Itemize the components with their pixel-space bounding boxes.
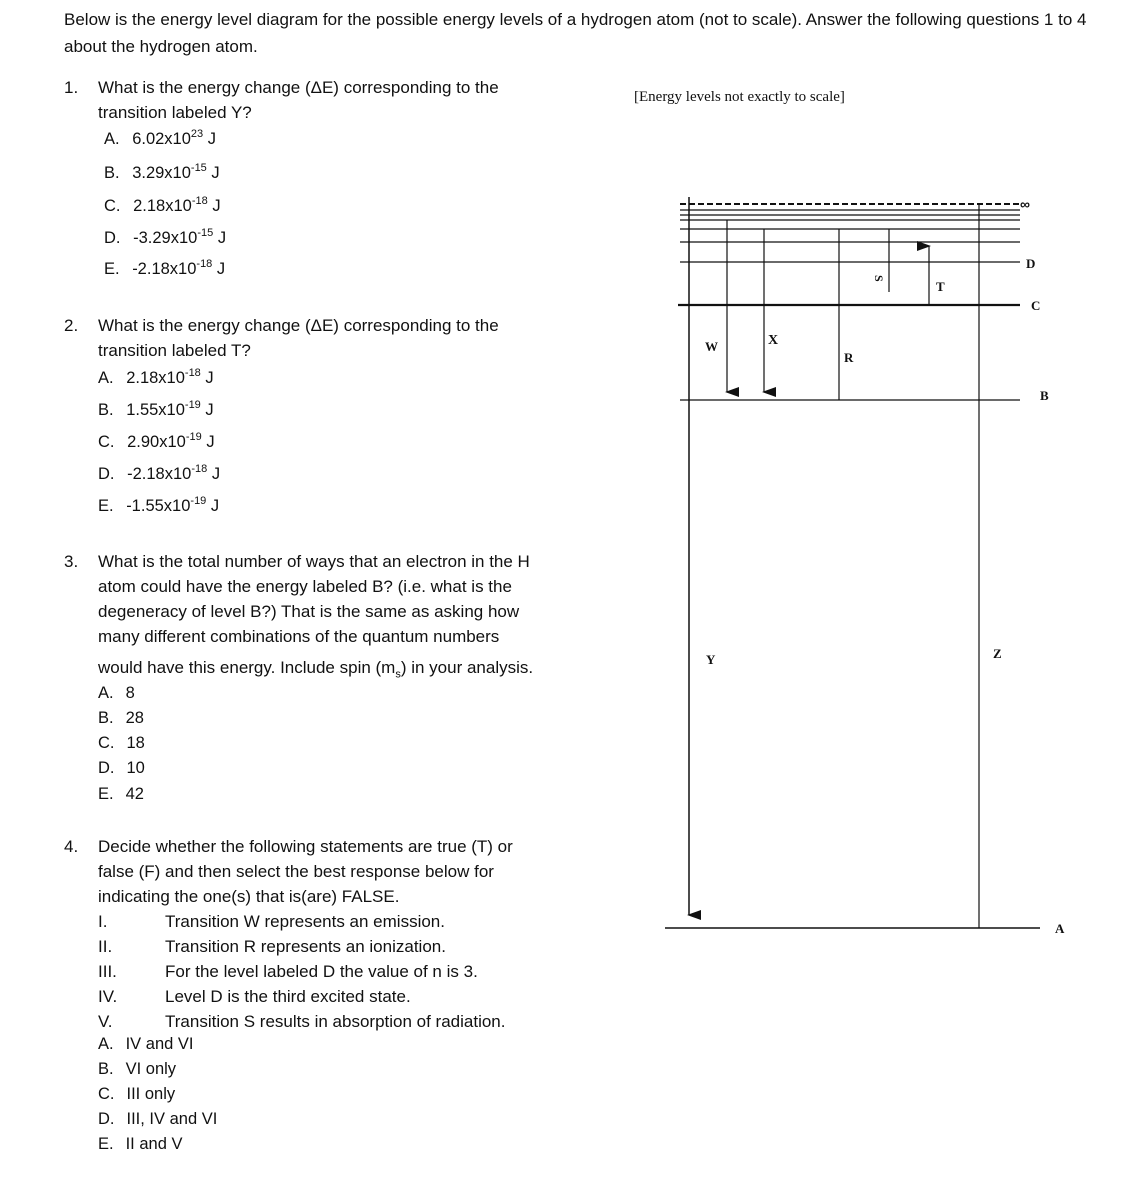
statement-text: Level D is the third excited state. bbox=[165, 987, 411, 1006]
statement-number: III. bbox=[98, 962, 117, 981]
transition-r-label: R bbox=[844, 350, 854, 365]
statement-number: II. bbox=[98, 937, 113, 956]
option-exponent: -19 bbox=[184, 398, 201, 411]
statement-text: Transition S results in absorption of radiation. bbox=[165, 1012, 506, 1031]
question-text: What is the total number of ways that an electron in the H bbox=[98, 552, 530, 571]
spin-subscript: s bbox=[395, 668, 401, 681]
option-value: II and V bbox=[125, 1135, 183, 1153]
option-value: 2.18x10 bbox=[126, 369, 185, 387]
question-number: 4. bbox=[64, 837, 79, 856]
level-d-label: D bbox=[1026, 256, 1036, 271]
option-unit: J bbox=[212, 197, 221, 215]
option-letter: A. bbox=[98, 684, 114, 702]
option-value: 10 bbox=[126, 759, 145, 777]
question-text-part: would have this energy. Include spin (m bbox=[98, 658, 396, 677]
question-number: 1. bbox=[64, 78, 79, 97]
question-text: false (F) and then select the best response below for bbox=[98, 862, 494, 881]
infinity-label: ∞ bbox=[1020, 196, 1030, 212]
option-value: III, IV and VI bbox=[126, 1110, 218, 1128]
option-value: -2.18x10 bbox=[127, 465, 192, 483]
option-exponent: -19 bbox=[190, 494, 207, 507]
question-text: Decide whether the following statements are true (T) or bbox=[98, 837, 513, 856]
question-text-part: ) in your analysis. bbox=[400, 658, 534, 677]
option-value: -1.55x10 bbox=[126, 497, 191, 515]
question-text: atom could have the energy labeled B? (i.e. what is the bbox=[98, 577, 512, 596]
option-letter: C. bbox=[98, 1085, 115, 1103]
question-text: transition labeled T? bbox=[98, 341, 251, 360]
transition-s-label: S bbox=[872, 275, 886, 282]
transition-t-label: T bbox=[936, 279, 945, 294]
option-unit: J bbox=[216, 260, 226, 278]
transition-x-label: X bbox=[768, 333, 779, 348]
option-exponent: -18 bbox=[184, 366, 201, 379]
option-value: 6.02x10 bbox=[132, 130, 191, 148]
option-letter: E. bbox=[104, 260, 120, 278]
option-letter: A. bbox=[98, 369, 114, 387]
question-number: 3. bbox=[64, 552, 79, 571]
option-letter: C. bbox=[98, 734, 115, 752]
statement-text: For the level labeled D the value of n is 3. bbox=[165, 962, 478, 981]
question-text: degeneracy of level B?) That is the same as asking how bbox=[98, 602, 520, 621]
level-c-label: C bbox=[1031, 298, 1041, 313]
option-letter: D. bbox=[98, 465, 115, 483]
option-letter: E. bbox=[98, 1135, 114, 1153]
statement-number: IV. bbox=[98, 987, 118, 1006]
option-value: IV and VI bbox=[125, 1035, 194, 1053]
option-unit: J bbox=[210, 497, 220, 515]
option-value: 8 bbox=[125, 684, 135, 702]
statement-text: Transition W represents an emission. bbox=[165, 912, 445, 931]
option-value: III only bbox=[126, 1085, 176, 1103]
option-unit: J bbox=[217, 229, 227, 247]
transition-z-label: Z bbox=[993, 646, 1002, 661]
option-value: -3.29x10 bbox=[133, 229, 198, 247]
option-letter: D. bbox=[104, 229, 121, 247]
option-value: 2.90x10 bbox=[127, 433, 186, 451]
option-letter: C. bbox=[104, 197, 121, 215]
option-letter: B. bbox=[104, 164, 120, 182]
option-unit: J bbox=[206, 433, 215, 451]
level-a-label: A bbox=[1055, 921, 1065, 936]
transition-y-label: Y bbox=[706, 652, 716, 667]
question-text: What is the energy change (ΔE) corresponding to the bbox=[98, 316, 499, 335]
option-letter: C. bbox=[98, 433, 115, 451]
option-value: 3.29x10 bbox=[132, 164, 191, 182]
option-exponent: -18 bbox=[191, 462, 208, 475]
option-letter: B. bbox=[98, 1060, 114, 1078]
statement-number: V. bbox=[98, 1012, 113, 1031]
option-exponent: -15 bbox=[197, 226, 214, 239]
option-letter: B. bbox=[98, 709, 114, 727]
question-text: transition labeled Y? bbox=[98, 103, 252, 122]
option-value: 2.18x10 bbox=[133, 197, 192, 215]
option-exponent: 23 bbox=[190, 127, 204, 140]
option-letter: D. bbox=[98, 1110, 115, 1128]
option-letter: B. bbox=[98, 401, 114, 419]
option-unit: J bbox=[205, 369, 214, 387]
diagram-caption: [Energy levels not exactly to scale] bbox=[634, 89, 845, 105]
option-value: 28 bbox=[125, 709, 144, 727]
statement-number: I. bbox=[98, 912, 108, 931]
option-value: 18 bbox=[126, 734, 145, 752]
option-value: 1.55x10 bbox=[126, 401, 185, 419]
option-value: -2.18x10 bbox=[132, 260, 197, 278]
level-b-label: B bbox=[1040, 388, 1049, 403]
option-exponent: -18 bbox=[191, 194, 208, 207]
question-text: many different combinations of the quantum numbers bbox=[98, 627, 500, 646]
option-exponent: -18 bbox=[196, 257, 213, 270]
option-exponent: -19 bbox=[185, 430, 202, 443]
question-text: indicating the one(s) that is(are) FALSE. bbox=[98, 887, 400, 906]
option-letter: D. bbox=[98, 759, 115, 777]
option-letter: A. bbox=[104, 130, 120, 148]
option-unit: J bbox=[211, 164, 220, 182]
option-value: VI only bbox=[125, 1060, 177, 1078]
statement-text: Transition R represents an ionization. bbox=[165, 937, 446, 956]
option-unit: J bbox=[207, 130, 216, 148]
transition-w-label: W bbox=[705, 339, 718, 354]
option-letter: E. bbox=[98, 785, 114, 803]
option-letter: E. bbox=[98, 497, 114, 515]
question-text: What is the energy change (ΔE) corresponding to the bbox=[98, 78, 499, 97]
option-unit: J bbox=[205, 401, 214, 419]
option-unit: J bbox=[211, 465, 221, 483]
option-value: 42 bbox=[125, 785, 144, 803]
option-letter: A. bbox=[98, 1035, 114, 1053]
option-exponent: -15 bbox=[190, 161, 207, 174]
intro-text: Below is the energy level diagram for the possible energy levels of a hydrogen atom (not to scale). Answer the following questions 1 to 4 about the hydrogen atom. bbox=[64, 10, 1087, 56]
question-number: 2. bbox=[64, 316, 79, 335]
